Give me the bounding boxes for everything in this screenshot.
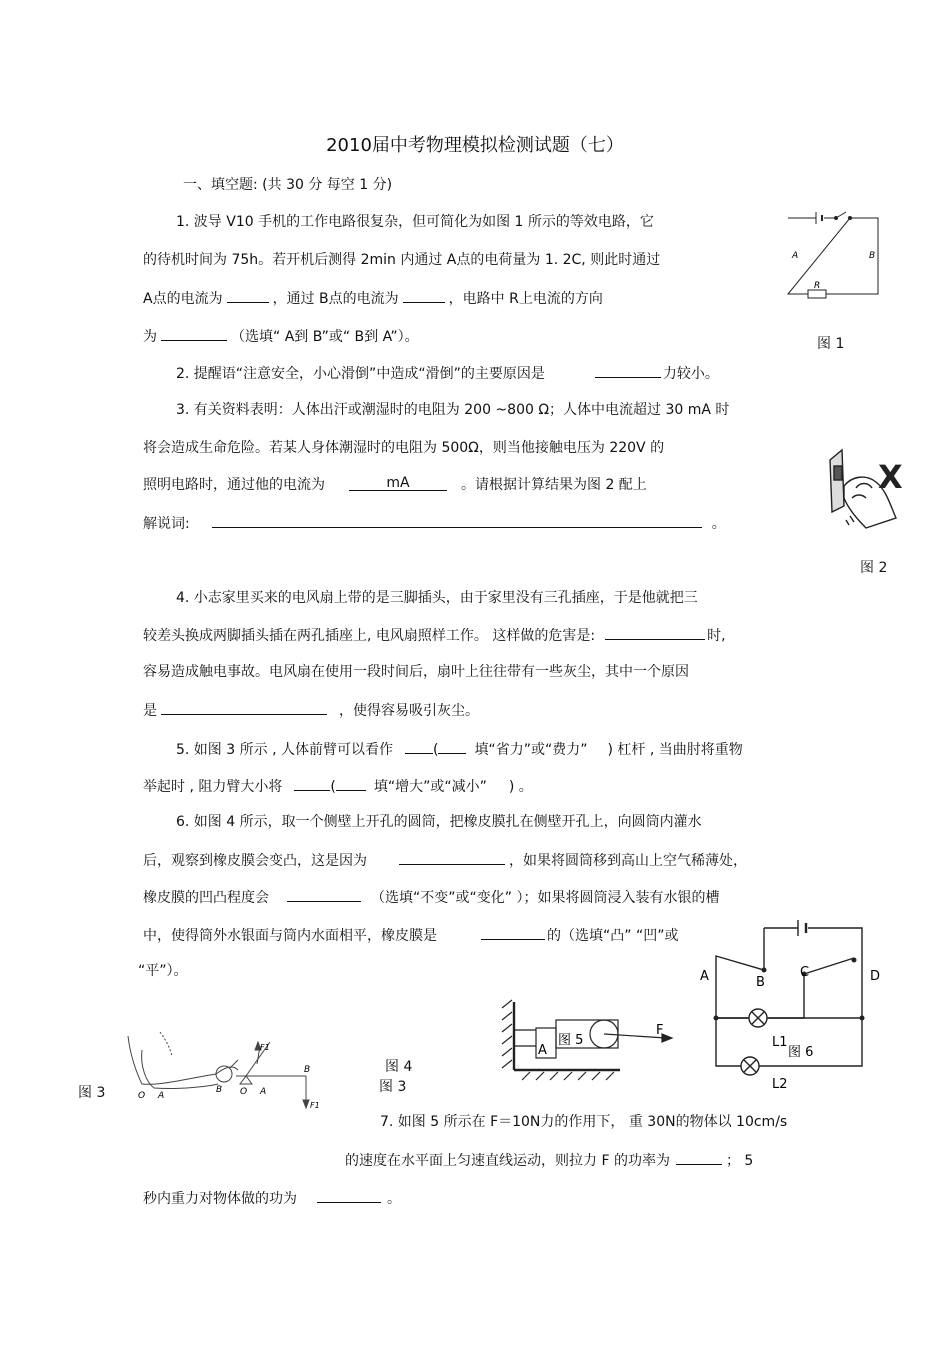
figure-2-illustration bbox=[826, 446, 910, 530]
figure-5-pulley bbox=[496, 998, 686, 1084]
q4-line1: 4. 小志家里买来的电风扇上带的是三脚插头，由于家里没有三孔插座，于是他就把三 bbox=[176, 590, 698, 606]
fig3-label-f1b: F1 bbox=[310, 1101, 320, 1110]
fig5-label-f: F bbox=[656, 1023, 664, 1038]
page-title: 2010届中考物理模拟检测试题（七） bbox=[326, 135, 624, 156]
q6-line3: 橡皮膜的凹凸程度会 （选填“不变”或“变化” ）；如果将圆筒浸入装有水银的槽 bbox=[143, 887, 719, 907]
fig5-label-a: A bbox=[538, 1043, 547, 1058]
figure-3-caption-left: 图 3 bbox=[78, 1085, 106, 1101]
q7-blank-2[interactable] bbox=[317, 1188, 381, 1203]
fig6-label-d: D bbox=[870, 969, 881, 984]
q7-line2: 的速度在水平面上匀速直线运动，则拉力 F 的功率为 ； 5 bbox=[345, 1150, 753, 1170]
fig3-label-f1: F1 bbox=[260, 1043, 270, 1052]
q1-line2: 的待机时间为 75h。若开机后测得 2min 内通过 A点的电荷量为 1. 2C, 则此时通过 bbox=[143, 252, 661, 268]
figure-1-caption: 图 1 bbox=[817, 336, 845, 352]
q2-blank[interactable] bbox=[595, 363, 661, 378]
fig6-label-b: B bbox=[756, 975, 765, 990]
fig2-x-mark: X bbox=[878, 458, 903, 496]
figure-6-circuit bbox=[694, 914, 894, 1094]
section-heading: 一、填空题: (共 30 分 每空 1 分) bbox=[183, 177, 393, 193]
fig3-label-o2: O bbox=[240, 1087, 248, 1097]
q6-line1: 6. 如图 4 所示，取一个侧壁上开孔的圆筒，把橡皮膜扎在侧壁开孔上，向圆筒内灌水 bbox=[176, 814, 702, 830]
fig3-label-b: B bbox=[216, 1085, 223, 1095]
q5-blank-1[interactable] bbox=[405, 739, 433, 754]
q1-line4: 为 （选填“ A到 B”或“ B到 A”）。 bbox=[143, 326, 419, 346]
fig1-label-a: A bbox=[792, 251, 799, 261]
figure-2-caption: 图 2 bbox=[860, 560, 888, 576]
q3-line1: 3. 有关资料表明：人体出汗或潮湿时的电阻为 200 ~800 Ω；人体中电流超过 30 mA 时 bbox=[176, 402, 730, 418]
figure-6-caption: 图 6 bbox=[788, 1045, 814, 1060]
q6-blank-1[interactable] bbox=[399, 850, 505, 865]
q6-blank-3[interactable] bbox=[481, 925, 545, 940]
fig3-label-a2: A bbox=[260, 1087, 267, 1097]
fig3-label-b2: B bbox=[304, 1065, 311, 1075]
fig6-label-c: C bbox=[800, 965, 810, 980]
q6-line4: 中，使得筒外水银面与筒内水面相平，橡皮膜是 的（选填“凸” “凹”或 bbox=[143, 925, 678, 945]
figure-4-caption: 图 4 bbox=[385, 1059, 413, 1075]
q7-line1: 7. 如图 5 所示在 F＝10N力的作用下， 重 30N的物体以 10cm/s bbox=[380, 1114, 788, 1130]
q4-line4: 是 ，使得容易吸引灰尘。 bbox=[143, 700, 479, 720]
q6-blank-2[interactable] bbox=[287, 887, 361, 902]
fig3-label-o: O bbox=[138, 1091, 146, 1101]
q6-line5: “平”）。 bbox=[138, 963, 188, 979]
fig6-label-a: A bbox=[700, 969, 709, 984]
fig6-label-l2: L2 bbox=[772, 1077, 788, 1092]
q5-line1: 5. 如图 3 所示 , 人体前臂可以看作 ( 填“省力”或“费力” ) 杠杆 , 当曲肘将重物 bbox=[176, 739, 743, 759]
q4-line3: 容易造成触电事故。电风扇在使用一段时间后，扇叶上往往带有一些灰尘，其中一个原因 bbox=[143, 664, 689, 680]
q3-blank-1[interactable]: mA bbox=[349, 476, 447, 491]
q5-blank-2[interactable] bbox=[294, 776, 330, 791]
q4-line2: 较差头换成两脚插头插在两孔插座上, 电风扇照样工作。 这样做的危害是: 时, bbox=[143, 625, 726, 645]
q1-blank-3[interactable] bbox=[161, 326, 227, 341]
fig1-label-b: B bbox=[869, 251, 876, 261]
fig3-label-a: A bbox=[158, 1091, 165, 1101]
q2-line: 2. 提醒语“注意安全，小心滑倒”中造成“滑倒”的主要原因是 力较小。 bbox=[176, 363, 719, 383]
q1-line3: A点的电流为 ，通过 B点的电流为 ，电路中 R上电流的方向 bbox=[143, 288, 603, 308]
q1-blank-1[interactable] bbox=[227, 288, 269, 303]
q3-blank-2[interactable] bbox=[212, 513, 702, 528]
figure-3-caption-mid: 图 3 bbox=[379, 1079, 407, 1095]
figure-3-forearm bbox=[120, 1028, 330, 1118]
q6-line2: 后，观察到橡皮膜会变凸，这是因为 ，如果将圆筒移到高山上空气稀薄处， bbox=[143, 850, 747, 870]
q3-line4: 解说词: 。 bbox=[143, 513, 726, 533]
q7-line3: 秒内重力对物体做的功为 。 bbox=[143, 1188, 401, 1208]
q3-line2: 将会造成生命危险。若某人身体潮湿时的电阻为 500Ω，则当他接触电压为 220V 的 bbox=[143, 440, 665, 456]
figure-5-caption: 图 5 bbox=[558, 1033, 584, 1048]
q7-blank-1[interactable] bbox=[676, 1150, 722, 1165]
q4-blank-2[interactable] bbox=[161, 700, 327, 715]
q5-line2: 举起时 , 阻力臂大小将 ( 填“增大”或“减小” ) 。 bbox=[143, 776, 533, 796]
q1-blank-2[interactable] bbox=[403, 288, 445, 303]
fig1-label-r: R bbox=[814, 281, 821, 291]
q4-blank-1[interactable] bbox=[605, 625, 705, 640]
fig6-label-l1: L1 bbox=[772, 1035, 788, 1050]
q1-line1: 1. 波导 V10 手机的工作电路很复杂，但可简化为如图 1 所示的等效电路，它 bbox=[176, 214, 654, 230]
q3-line3: 照明电路时，通过他的电流为 mA 。请根据计算结果为图 2 配上 bbox=[143, 475, 647, 493]
figure-1-circuit bbox=[780, 206, 890, 306]
